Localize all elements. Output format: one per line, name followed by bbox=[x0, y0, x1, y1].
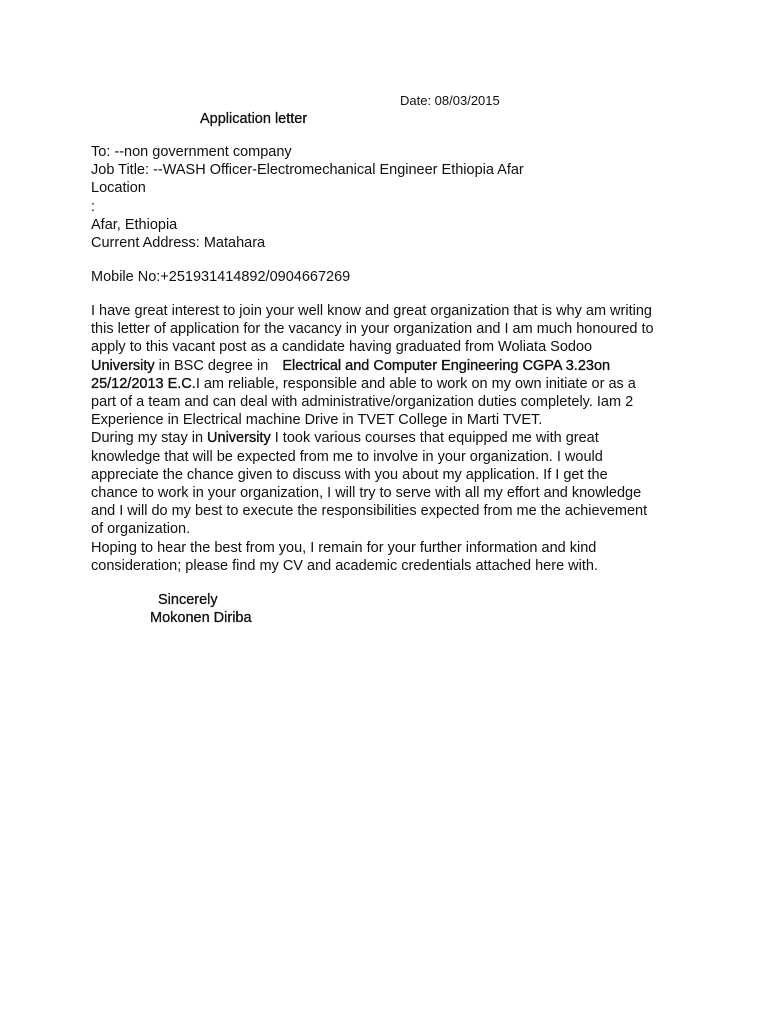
body-line: Experience in Electrical machine Drive in TVET College in Marti TVET. bbox=[91, 412, 543, 429]
letter-date: Date: 08/03/2015 bbox=[400, 93, 500, 108]
recipient-line: To: --non government company bbox=[91, 144, 292, 160]
mobile-block bbox=[91, 268, 350, 286]
body-line: Hoping to hear the best from you, I remain for your further information and kind bbox=[91, 539, 597, 556]
graduation-date-emphasis: 25/12/2013 E.C. bbox=[91, 375, 196, 392]
body-line: knowledge that will be expected from me to involve in your organization. I would bbox=[91, 448, 603, 465]
body-line: chance to work in your organization, I will try to serve with all my effort and knowledge bbox=[91, 485, 642, 502]
body-line: appreciate the chance given to discuss with you about my application. If I get the bbox=[91, 466, 608, 483]
closing-block bbox=[150, 591, 252, 627]
body-line: part of a team and can deal with administrative/organization duties completely. Iam 2 bbox=[91, 394, 634, 411]
body-line bbox=[91, 375, 654, 393]
university-emphasis: University bbox=[91, 357, 155, 374]
body-line bbox=[91, 357, 654, 375]
signature-name: Mokonen Diriba bbox=[150, 610, 252, 627]
mobile-line: Mobile No:+251931414892/0904667269 bbox=[91, 269, 351, 285]
current-address-line: Current Address: Matahara bbox=[91, 235, 266, 252]
body-text: in BSC degree in bbox=[154, 357, 269, 374]
body-line: consideration; please find my CV and academic credentials attached here with. bbox=[91, 557, 598, 574]
recipient-block bbox=[91, 143, 524, 252]
job-title-line: Job Title: --WASH Officer-Electromechanical Engineer Ethiopia Afar bbox=[91, 162, 524, 179]
body-line bbox=[91, 429, 654, 447]
body-line: I have great interest to join your well know and great organization that is why am writing bbox=[91, 303, 652, 319]
degree-emphasis: Electrical and Computer Engineering CGPA 3.23on bbox=[282, 357, 611, 374]
body-text: During my stay in bbox=[91, 430, 208, 447]
location-colon: : bbox=[91, 198, 96, 215]
university-emphasis: University bbox=[207, 430, 271, 447]
body-text: I took various courses that equipped me with great bbox=[270, 430, 599, 447]
letter-body bbox=[91, 302, 654, 575]
body-text: I am reliable, responsible and able to work on my own initiate or as a bbox=[195, 375, 636, 392]
location-value: Afar, Ethiopia bbox=[91, 216, 178, 233]
location-label: Location bbox=[91, 180, 146, 197]
body-line: this letter of application for the vacancy in your organization and I am much honoured to bbox=[91, 321, 654, 338]
closing-salutation: Sincerely bbox=[158, 592, 218, 608]
body-line: and I will do my best to execute the responsibilities expected from me the achievement bbox=[91, 503, 648, 520]
body-line: apply to this vacant post as a candidate having graduated from Woliata Sodoo bbox=[91, 339, 593, 356]
letter-title: Application letter bbox=[200, 111, 308, 127]
body-line: of organization. bbox=[91, 521, 191, 538]
